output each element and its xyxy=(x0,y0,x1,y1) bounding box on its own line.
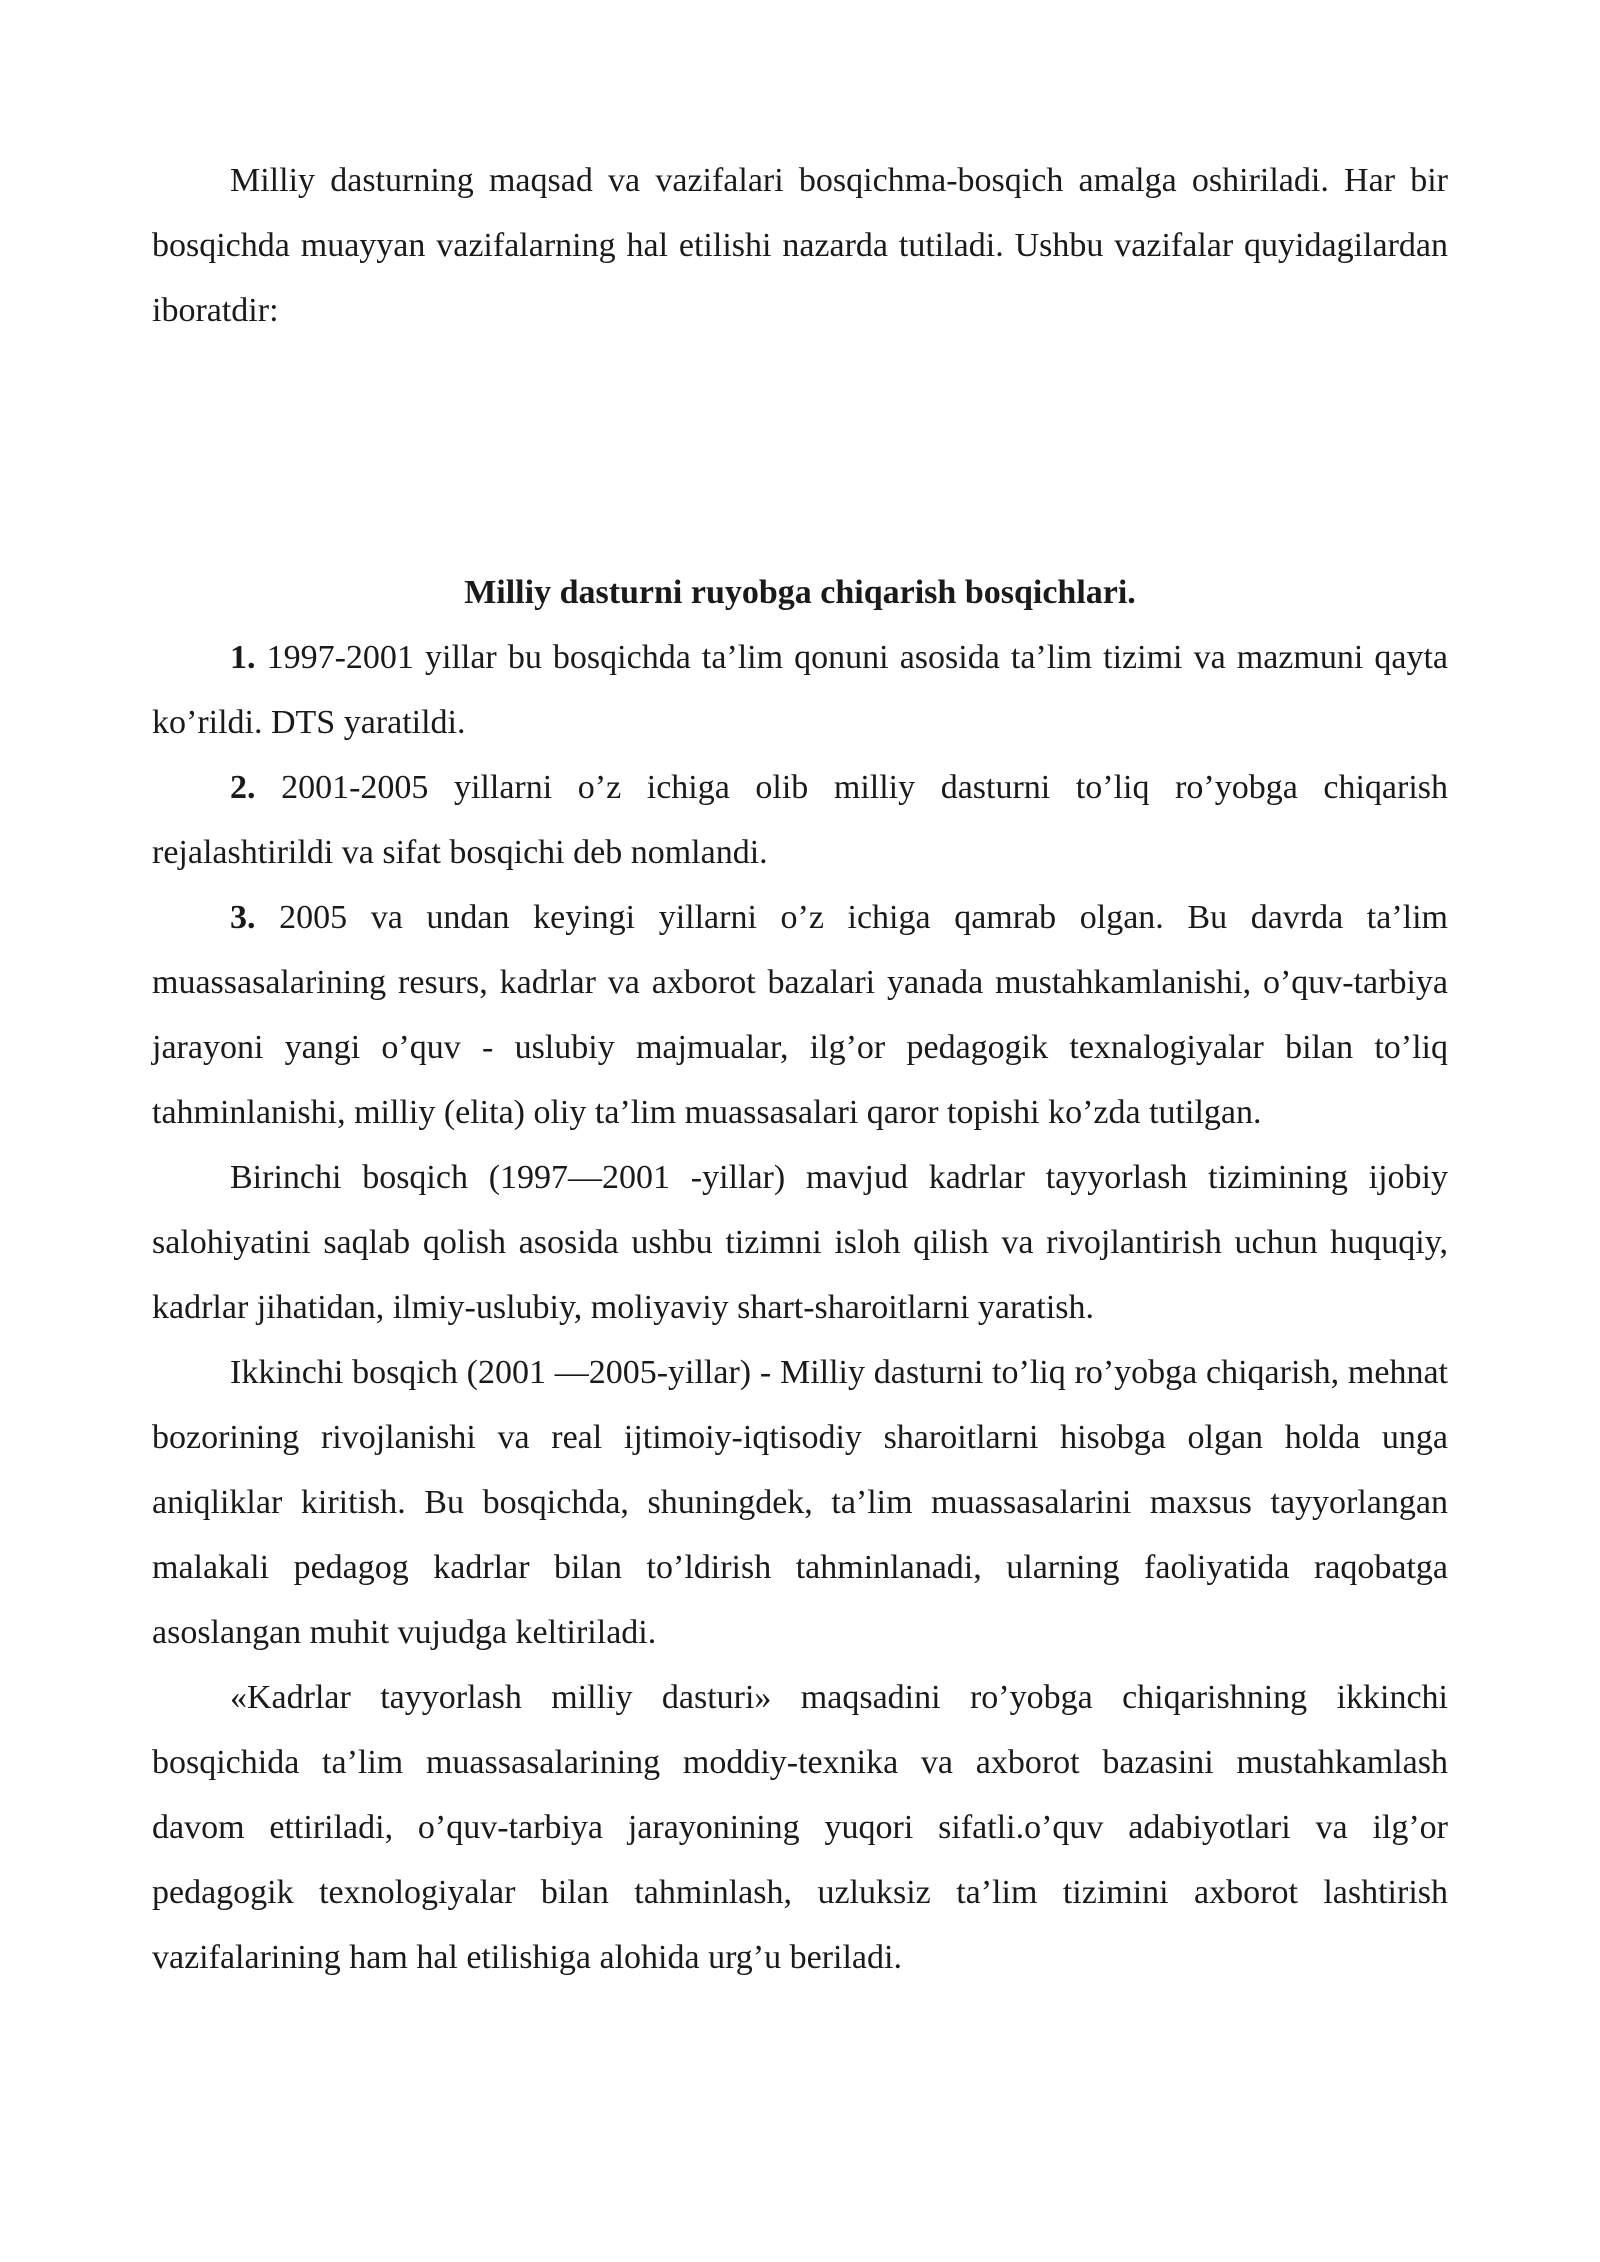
body-paragraph: Birinchi bosqich (1997—2001 -yillar) mavjud kadrlar tayyorlash tizimining ijobiy salohiyatini saqlab qolish asosida ushbu tizimni isloh qilish va rivojlantirish uchun huquqiy, kadrlar jihatidan, ilmiy-uslubiy, moliyaviy shart-sharoitlarni yaratish. xyxy=(152,1159,1448,1326)
intro-paragraph: Milliy dasturning maqsad va vazifalari bosqichma-bosqich amalga oshiriladi. Har bir bosqichda muayyan vazifalarning hal etilishi nazarda tutiladi. Ushbu vazifalar quyidagilardan iboratdir: xyxy=(152,162,1448,329)
body-paragraph: Ikkinchi bosqich (2001 —2005-yillar) - Milliy dasturni to’liq ro’yobga chiqarish, mehnat bozorining rivojlanishi va real ijtimoiy-iqtisodiy sharoitlarni hisobga olgan holda unga aniqliklar kiritish. Bu bosqichda, shuningdek, ta’lim muassasalarini maxsus tayyorlangan malakali pedagog kadrlar bilan to’ldirish tahminlanadi, ularning faoliyatida raqobatga asoslangan muhit vujudga keltiriladi. xyxy=(152,1354,1448,1651)
body-paragraph: «Kadrlar tayyorlash milliy dasturi» maqsadini ro’yobga chiqarishning ikkinchi bosqichida ta’lim muassasalarining moddiy-texnika va axborot bazasini mustahkamlash davom ettiriladi, o’quv-tarbiya jarayonining yuqori sifatli.o’quv adabiyotlari va ilg’or pedagogik texnologiyalar bilan tahminlash, uzluksiz ta’lim tizimini axborot lashtirish vazifalarining ham hal etilishiga alohida urg’u beriladi. xyxy=(152,1679,1448,1976)
stage-item xyxy=(152,755,1448,885)
document-body xyxy=(152,148,1448,1990)
stage-text: 1997-2001 yillar bu bosqichda ta’lim qonuni asosida ta’lim tizimi va mazmuni qayta ko’rildi. DTS yaratildi. xyxy=(152,639,1448,741)
stage-number: 2. xyxy=(230,769,256,806)
stage-text: 2001-2005 yillarni o’z ichiga olib milliy dasturni to’liq ro’yobga chiqarish rejalashtirildi va sifat bosqichi deb nomlandi. xyxy=(152,769,1448,871)
stage-number: 3. xyxy=(230,899,256,936)
stage-item xyxy=(152,625,1448,755)
stage-item xyxy=(152,885,1448,1145)
blank-space xyxy=(152,343,1448,560)
stage-number: 1. xyxy=(230,639,256,676)
stage-text: 2005 va undan keyingi yillarni o’z ichiga qamrab olgan. Bu davrda ta’lim muassasalarining resurs, kadrlar va axborot bazalari yanada mustahkamlanishi, o’quv-tarbiya jarayoni yangi o’quv - uslubiy majmualar, ilg’or pedagogik texnalogiyalar bilan to’liq tahminlanishi, milliy (elita) oliy ta’lim muassasalari qaror topishi ko’zda tutilgan. xyxy=(152,899,1448,1131)
section-heading: Milliy dasturni ruyobga chiqarish bosqichlari. xyxy=(464,574,1136,611)
